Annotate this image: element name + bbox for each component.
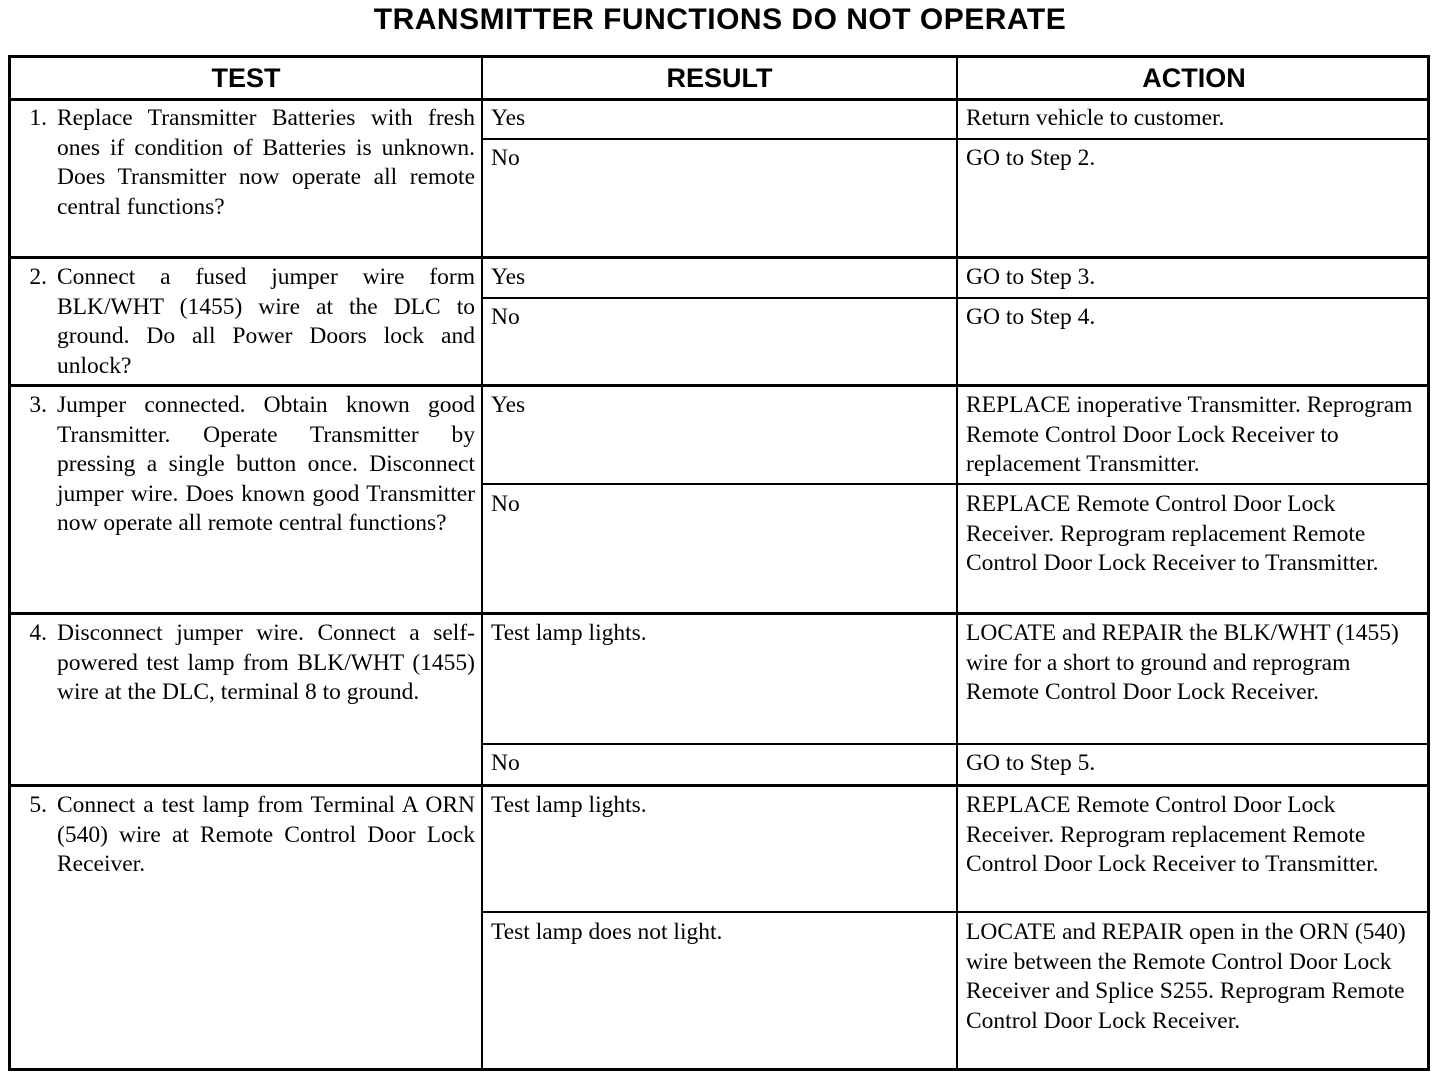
action-cell: GO to Step 4. xyxy=(966,304,1096,330)
step-number: 2. xyxy=(29,264,47,290)
action-cell: REPLACE Remote Control Door Lock Receiver. Reprogram replacement Remote Control Door Lock Receiver to Transmitter. xyxy=(966,491,1379,577)
test-description: Jumper connected. Obtain known good Transmitter. Operate Transmitter by pressing a single button once. Disconnect jumper wire. Does known good Transmitter now operate all remote central functions? xyxy=(57,392,475,537)
test-description: Disconnect jumper wire. Connect a self-powered test lamp from BLK/WHT (1455) wire at the DLC, terminal 8 to ground. xyxy=(57,620,475,706)
action-cell: REPLACE Remote Control Door Lock Receiver. Reprogram replacement Remote Control Door Lock Receiver to Transmitter. xyxy=(966,792,1379,878)
outcome-divider xyxy=(481,138,1427,140)
outcome-divider xyxy=(481,911,1427,913)
action-cell: GO to Step 5. xyxy=(966,750,1096,776)
test-description: Connect a test lamp from Terminal A ORN (540) wire at Remote Control Door Lock Receiver. xyxy=(57,792,475,878)
result-cell: Test lamp lights. xyxy=(491,792,647,818)
action-cell: Return vehicle to customer. xyxy=(966,105,1225,131)
header-action: ACTION xyxy=(1142,63,1246,93)
outcome-divider xyxy=(481,297,1427,299)
action-cell: GO to Step 2. xyxy=(966,145,1096,171)
action-cell: LOCATE and REPAIR open in the ORN (540) wire between the Remote Control Door Lock Receiver and Splice S255. Reprogram Remote Control Door Lock Receiver. xyxy=(966,919,1406,1034)
step-divider xyxy=(11,784,1427,787)
page-title: TRANSMITTER FUNCTIONS DO NOT OPERATE xyxy=(373,3,1067,36)
header-result: RESULT xyxy=(666,63,773,93)
result-cell: No xyxy=(491,491,520,517)
step-number: 1. xyxy=(29,105,47,131)
result-cell: Test lamp does not light. xyxy=(491,919,723,945)
header-divider xyxy=(11,98,1427,101)
result-cell: Yes xyxy=(491,392,526,418)
outcome-divider xyxy=(481,483,1427,485)
step-divider xyxy=(11,256,1427,259)
column-divider-test-result xyxy=(481,58,483,1068)
outcome-divider xyxy=(481,743,1427,745)
step-divider xyxy=(11,612,1427,615)
result-cell: No xyxy=(491,750,520,776)
result-cell: Yes xyxy=(491,264,526,290)
result-cell: Test lamp lights. xyxy=(491,620,647,646)
result-cell: No xyxy=(491,304,520,330)
result-cell: Yes xyxy=(491,105,526,131)
step-number: 3. xyxy=(29,392,47,418)
column-divider-result-action xyxy=(956,58,958,1068)
header-test: TEST xyxy=(211,63,281,93)
action-cell: REPLACE inoperative Transmitter. Reprogram Remote Control Door Lock Receiver to replacement Transmitter. xyxy=(966,392,1413,478)
result-cell: No xyxy=(491,145,520,171)
step-divider xyxy=(11,384,1427,387)
diagnostic-table xyxy=(8,55,1430,1071)
step-number: 5. xyxy=(29,792,47,818)
action-cell: GO to Step 3. xyxy=(966,264,1096,290)
test-description: Replace Transmitter Batteries with fresh ones if condition of Batteries is unknown. Does Transmitter now operate all remote central functions? xyxy=(57,105,475,220)
step-number: 4. xyxy=(29,620,47,646)
test-description: Connect a fused jumper wire form BLK/WHT (1455) wire at the DLC to ground. Do all Power Doors lock and unlock? xyxy=(57,264,475,379)
action-cell: LOCATE and REPAIR the BLK/WHT (1455) wire for a short to ground and reprogram Remote Control Door Lock Receiver. xyxy=(966,620,1399,706)
